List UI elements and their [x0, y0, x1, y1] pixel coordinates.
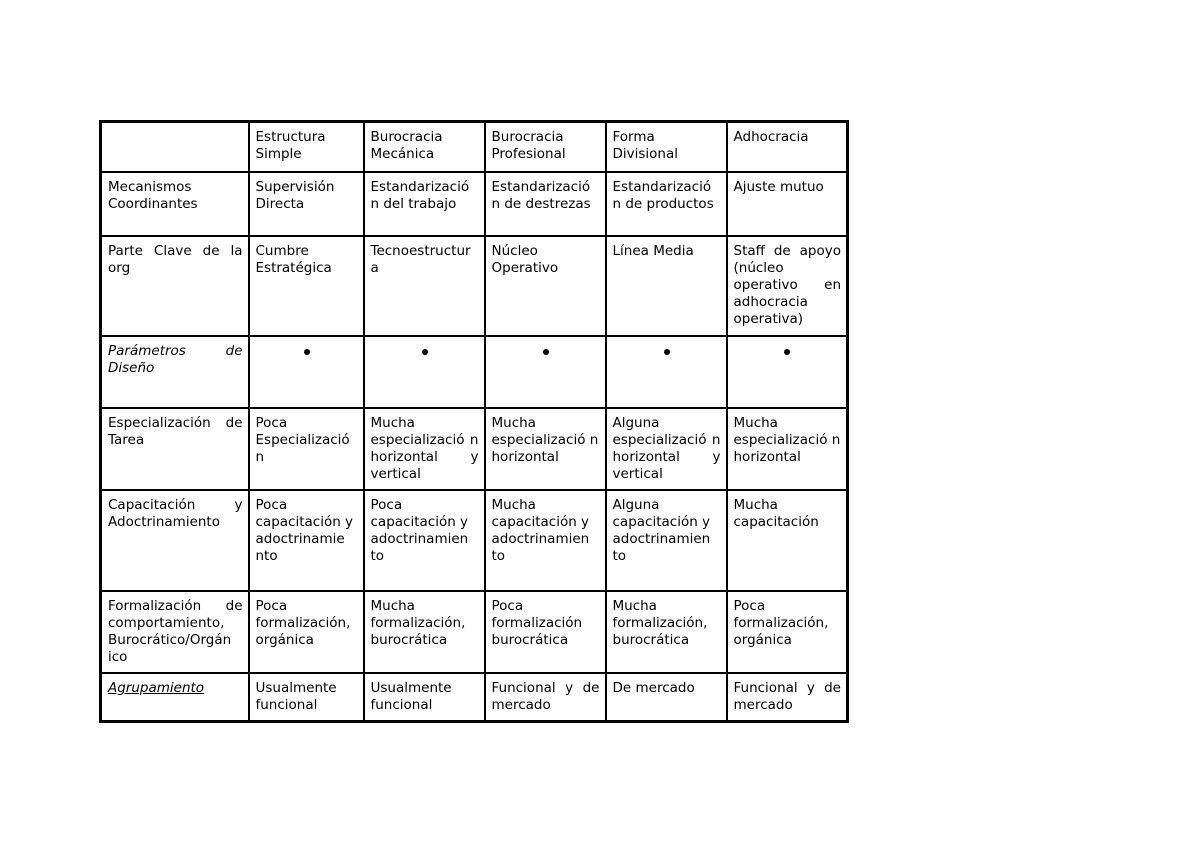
header-cell-estructura-simple: Estructura Simple [249, 122, 364, 172]
table-header-row [101, 122, 848, 172]
table-cell: Supervisión Directa [249, 172, 364, 236]
table-cell: Estandarizació n del trabajo [364, 172, 485, 236]
table-cell: Ajuste mutuo [727, 172, 848, 236]
header-cell-forma-divisional: Forma Divisional [606, 122, 727, 172]
row-label: Especialización de Tarea [101, 408, 249, 490]
table-row-formalizacion [101, 591, 848, 673]
table-cell: Poca formalización, orgánica [249, 591, 364, 673]
table-cell: Mucha formalización, burocrática [606, 591, 727, 673]
table-cell: Línea Media [606, 236, 727, 336]
table-cell: Cumbre Estratégica [249, 236, 364, 336]
bullet-cell [485, 336, 606, 408]
bullet-icon [304, 349, 310, 355]
bullet-cell [727, 336, 848, 408]
row-label: Parámetros de Diseño [101, 336, 249, 408]
table-cell: Staff de apoyo (núcleo operativo en adhocracia operativa) [727, 236, 848, 336]
table-row-parte-clave [101, 236, 848, 336]
table-cell: Mucha formalización, burocrática [364, 591, 485, 673]
table-cell: Mucha capacitación y adoctrinamien to [485, 490, 606, 591]
table-cell: Mucha especializació n horizontal [485, 408, 606, 490]
table-cell: Usualmente funcional [364, 673, 485, 722]
bullet-icon [422, 349, 428, 355]
table-cell: Mucha especializació n horizontal y vertical [364, 408, 485, 490]
table-cell: De mercado [606, 673, 727, 722]
table-cell: Mucha capacitación [727, 490, 848, 591]
table-cell: Alguna capacitación y adoctrinamien to [606, 490, 727, 591]
header-cell-empty [101, 122, 249, 172]
row-label: Formalización de comportamiento, Burocrático/Orgán ico [101, 591, 249, 673]
table-row-agrupamiento [101, 673, 848, 722]
table-cell: Estandarizació n de productos [606, 172, 727, 236]
row-label: Agrupamiento [101, 673, 249, 722]
bullet-cell [364, 336, 485, 408]
table-cell: Funcional y de mercado [485, 673, 606, 722]
table-cell: Alguna especializació n horizontal y vertical [606, 408, 727, 490]
row-label: Parte Clave de la org [101, 236, 249, 336]
table-cell: Poca formalización, orgánica [727, 591, 848, 673]
table-cell: Mucha especializació n horizontal [727, 408, 848, 490]
table-row-mecanismos [101, 172, 848, 236]
table-cell: Funcional y de mercado [727, 673, 848, 722]
table-cell: Poca capacitación y adoctrinamien to [364, 490, 485, 591]
structures-table [99, 120, 849, 723]
table-cell: Núcleo Operativo [485, 236, 606, 336]
header-cell-burocracia-profesional: Burocracia Profesional [485, 122, 606, 172]
table-cell: Poca capacitación y adoctrinamie nto [249, 490, 364, 591]
table-cell: Usualmente funcional [249, 673, 364, 722]
bullet-cell [249, 336, 364, 408]
bullet-icon [784, 349, 790, 355]
table-cell: Poca Especializació n [249, 408, 364, 490]
row-label: Mecanismos Coordinantes [101, 172, 249, 236]
bullet-icon [664, 349, 670, 355]
table-row-parametros [101, 336, 848, 408]
table-row-capacitacion [101, 490, 848, 591]
header-cell-adhocracia: Adhocracia [727, 122, 848, 172]
bullet-cell [606, 336, 727, 408]
header-cell-burocracia-mecanica: Burocracia Mecánica [364, 122, 485, 172]
bullet-icon [543, 349, 549, 355]
table-cell: Estandarizació n de destrezas [485, 172, 606, 236]
table-row-especializacion [101, 408, 848, 490]
table-cell: Tecnoestructur a [364, 236, 485, 336]
row-label: Capacitación y Adoctrinamiento [101, 490, 249, 591]
table-cell: Poca formalización burocrática [485, 591, 606, 673]
